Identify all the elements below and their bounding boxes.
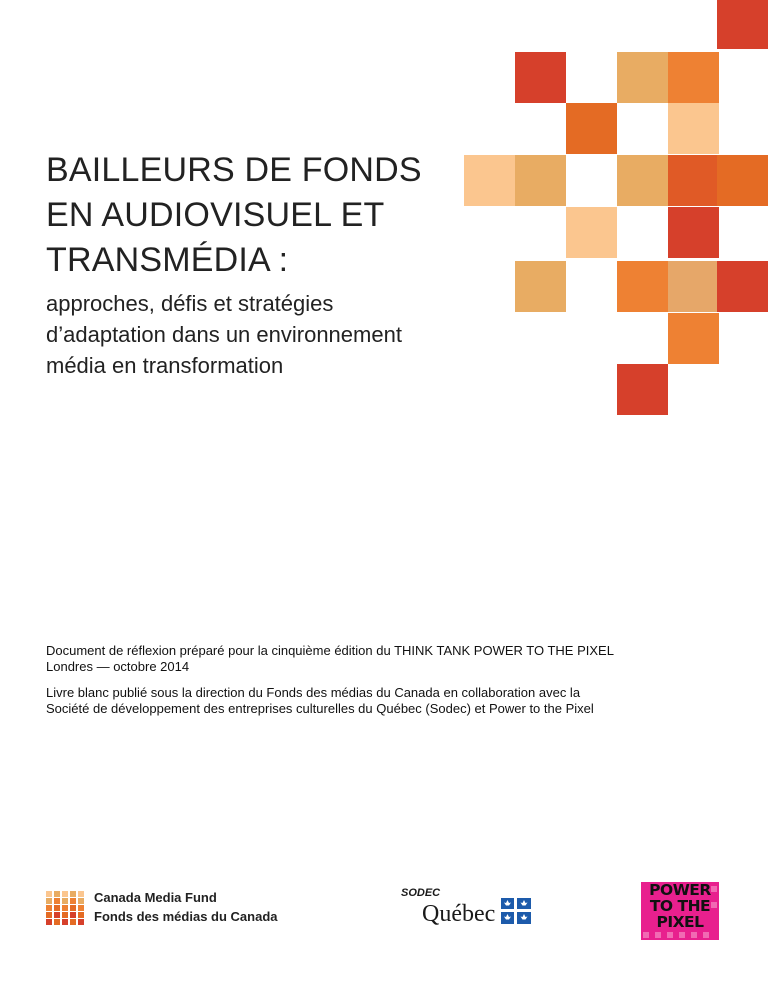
ptp-line: TO THE [649,897,711,915]
note-line: Londres — octobre 2014 [46,659,190,674]
mosaic-square [464,155,515,206]
title-line: BAILLEURS DE FONDS [46,151,422,189]
document-subtitle [46,288,402,381]
mosaic-square [717,0,768,49]
mosaic-square [668,103,719,154]
title-line: EN AUDIOVISUEL ET [46,196,385,234]
note-line: Document de réflexion préparé pour la cinquième édition du THINK TANK POWER TO THE PIXEL [46,643,614,658]
cmf-grid-icon [46,891,84,926]
quebec-flag-icon [501,898,531,924]
mosaic-square [717,261,768,312]
ptp-line: PIXEL [656,913,704,931]
ptp-wordmark [641,882,719,930]
mosaic-square [617,155,668,206]
mosaic-square [566,103,617,154]
title-line: TRANSMÉDIA : [46,241,289,279]
cmf-name-fr: Fonds des médias du Canada [94,909,278,924]
subtitle-line: approches, défis et stratégies [46,291,334,316]
publisher-note [46,685,736,717]
sodec-label: SODEC [401,887,441,899]
note-line: Société de développement des entreprises culturelles du Québec (Sodec) et Power to the Pixel [46,701,594,716]
mosaic-square [668,261,719,312]
mosaic-square [668,207,719,258]
quebec-wordmark: Québec [422,901,496,927]
mosaic-square [617,364,668,415]
power-to-the-pixel-logo [641,882,719,940]
context-note [46,643,736,675]
mosaic-square [617,261,668,312]
mosaic-square [515,52,566,103]
cmf-name-en: Canada Media Fund [94,890,217,905]
mosaic-square [668,52,719,103]
mosaic-square [668,155,719,206]
cmf-wordmark [94,888,278,926]
mosaic-square [617,52,668,103]
mosaic-square [717,155,768,206]
ptp-line: POWER [649,881,711,899]
subtitle-line: média en transformation [46,353,284,378]
mosaic-square [515,155,566,206]
mosaic-square [566,207,617,258]
publication-notes [46,643,736,727]
note-line: Livre blanc publié sous la direction du Fonds des médias du Canada en collaboration avec la [46,685,581,700]
mosaic-square [668,313,719,364]
subtitle-line: d’adaptation dans un environnement [46,322,402,347]
document-title [46,148,422,283]
mosaic-square [515,261,566,312]
